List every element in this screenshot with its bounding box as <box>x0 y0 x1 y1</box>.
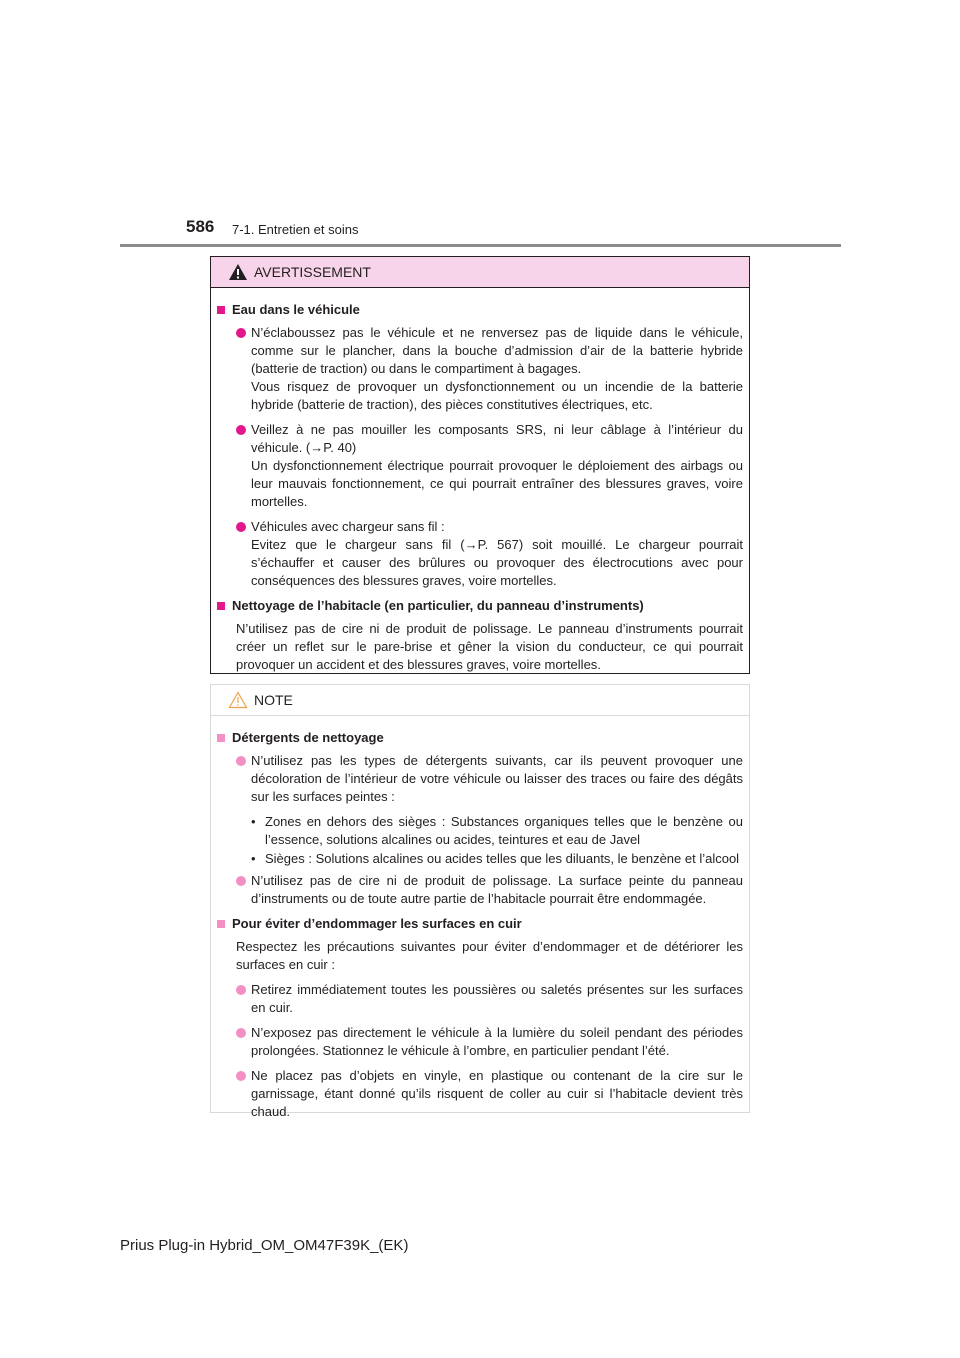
note-title: NOTE <box>254 692 293 708</box>
list-item: Veillez à ne pas mouiller les composants SRS, ni leur câblage à l’intérieur du véhicule. (→P. 40) Un dysfonctionnement électrique pourrait provoquer le déploiement des airbags ou leur mauvais fonctionnement, ce qui pourrait entraîner des blessures graves, voire mortelles. <box>236 421 743 511</box>
warning-title: AVERTISSEMENT <box>254 264 371 280</box>
note-heading-leather: Pour éviter d’endommager les surfaces en cuir <box>217 915 743 933</box>
warning-heading-cleaning: Nettoyage de l’habitacle (en particulier, du panneau d’instruments) <box>217 597 743 615</box>
bullet-dot-icon <box>236 985 246 995</box>
bullet-dot-icon <box>236 876 246 886</box>
caution-triangle-outline-icon <box>228 691 248 709</box>
list-item: N’éclaboussez pas le véhicule et ne renversez pas de liquide dans le véhicule, comme sur le plancher, dans la bouche d’admission d’air de la batterie hybride (batterie de traction) ou dans le compartiment à bagages. Vous risquez de provoquer un dysfonctionnement ou un incendie de la batterie hybride (batterie de traction), des pièces constitutives électriques, etc. <box>236 324 743 414</box>
bullet-dot-icon <box>236 425 246 435</box>
header-rule <box>120 244 841 247</box>
document-id: Prius Plug-in Hybrid_OM_OM47F39K_(EK) <box>120 1237 409 1254</box>
square-bullet-icon <box>217 306 225 314</box>
section-title: 7-1. Entretien et soins <box>232 222 359 237</box>
note-heading-detergents: Détergents de nettoyage <box>217 729 743 747</box>
bullet-dot-icon <box>236 522 246 532</box>
list-item: N’utilisez pas les types de détergents suivants, car ils peuvent provoquer une décoloration de l’intérieur de votre véhicule ou laisser des traces ou faire des dégâts sur les surfaces peintes : <box>236 752 743 806</box>
warning-box <box>210 256 750 674</box>
warning-heading-water: Eau dans le véhicule <box>217 301 743 319</box>
square-bullet-icon <box>217 602 225 610</box>
sub-list-item: • Sièges : Solutions alcalines ou acides telles que les diluants, le benzène et l’alcool <box>251 851 740 866</box>
list-item: Véhicules avec chargeur sans fil : Evitez que le chargeur sans fil (→P. 567) soit mouillé. Le chargeur pourrait s’échauffer et causer des brûlures ou provoquer des électrocutions avec pour conséquences des blessures graves, voire mortelles. <box>236 518 743 590</box>
note-header <box>211 685 749 716</box>
bullet-dot-icon <box>236 756 246 766</box>
page-number: 586 <box>186 217 215 236</box>
square-bullet-icon <box>217 734 225 742</box>
note-paragraph: Respectez les précautions suivantes pour éviter d’endommager et de détériorer les surfaces en cuir : <box>236 939 743 972</box>
sub-list-item: • Zones en dehors des sièges : Substances organiques telles que le benzène ou l’essence, solutions alcalines ou acides, teintures et eau de Javel <box>251 814 743 847</box>
warning-header <box>211 257 749 288</box>
note-box <box>210 684 750 1119</box>
bullet-dot-icon <box>236 328 246 338</box>
list-item: N’exposez pas directement le véhicule à la lumière du soleil pendant des périodes prolongées. Stationnez le véhicule à l’ombre, en particulier pendant l’été. <box>236 1024 743 1060</box>
bullet-dot-icon <box>236 1028 246 1038</box>
warning-paragraph: N’utilisez pas de cire ni de produit de polissage. Le panneau d’instruments pourrait créer un reflet sur le pare-brise et gêner la vision du conducteur, ce qui pourrait provoquer un accident et des blessures graves, voire mortelles. <box>236 621 743 672</box>
list-item: Ne placez pas d’objets en vinyle, en plastique ou contenant de la cire sur le garnissage, étant donné qu’ils risquent de coller au cuir si l’habitacle devient très chaud. <box>236 1067 743 1121</box>
list-item: N’utilisez pas de cire ni de produit de polissage. La surface peinte du panneau d’instruments ou de toute autre partie de l’habitacle pourrait être endommagée. <box>236 872 743 908</box>
list-item: Retirez immédiatement toutes les poussières ou saletés présentes sur les surfaces en cuir. <box>236 981 743 1017</box>
sub-list <box>251 813 743 868</box>
warning-triangle-icon <box>228 263 248 281</box>
square-bullet-icon <box>217 920 225 928</box>
bullet-dot-icon <box>236 1071 246 1081</box>
